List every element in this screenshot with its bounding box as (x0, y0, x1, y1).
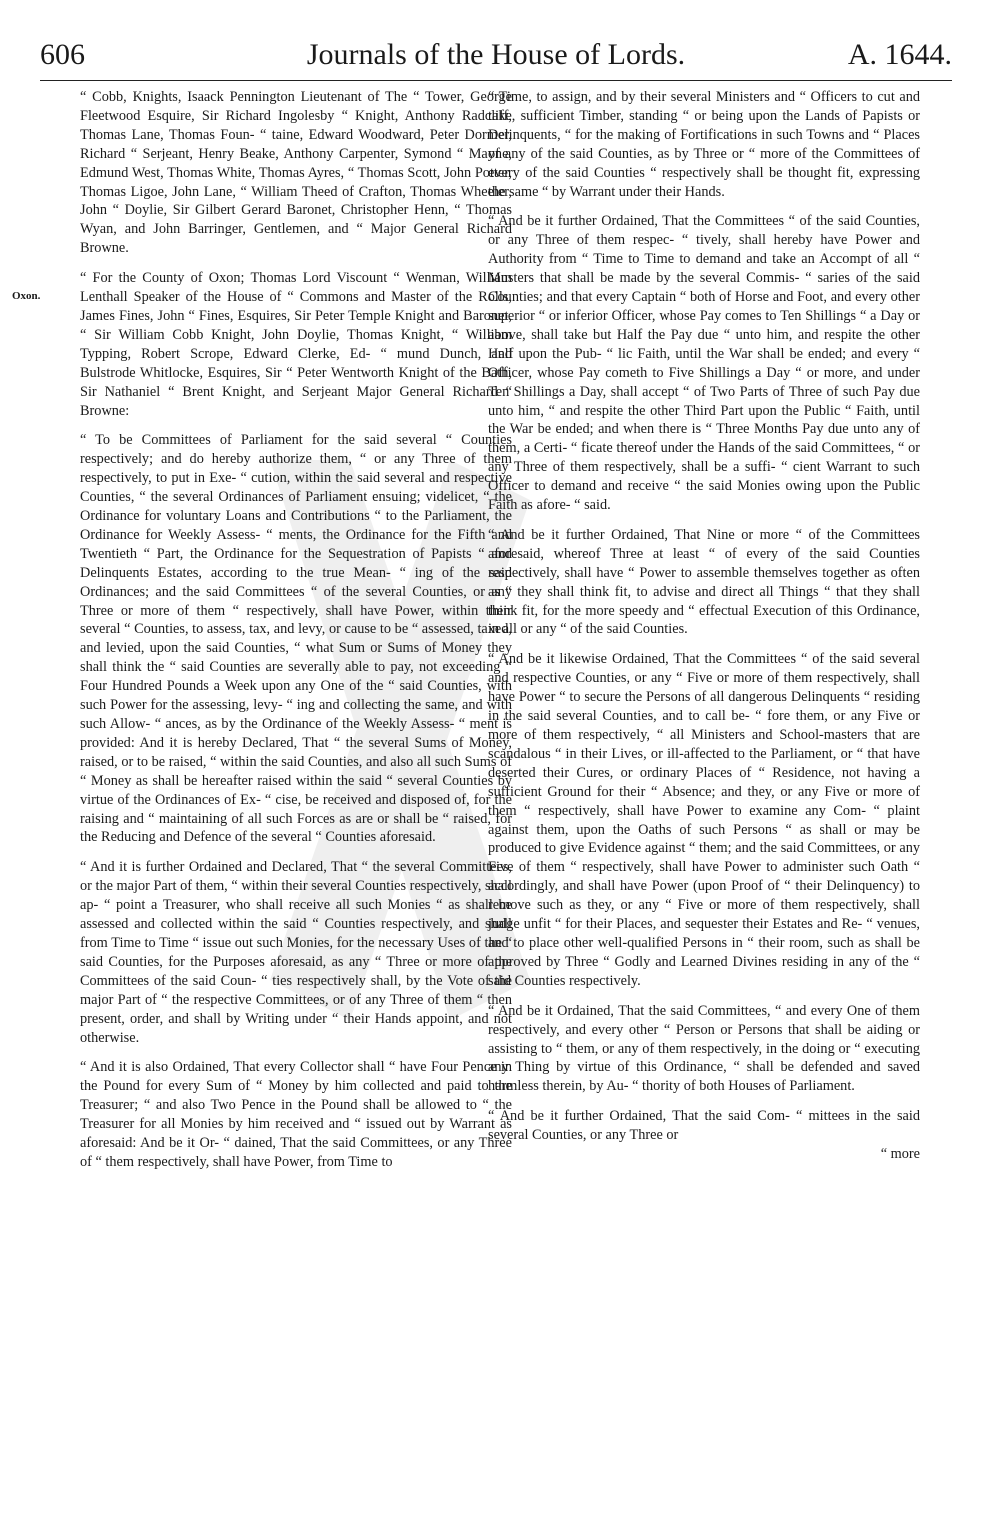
paragraph: “ And be it likewise Ordained, That the Committees “ of the said several and respective Counties, or any “ Five or more of them respectively, shall have Power “ to secure the Persons of all dangerous Delinquents “ residing in the said several Counties, and to call be- “ fore them, or any Five or more of them respectively, “ all Ministers and School-masters that are scandalous “ in their Lives, or ill-affected to the Parliament, or “ that have deserted their Cures, or ordinary Places of “ Residence, not having a sufficient Ground for their “ Absence; and they, or any Five or more of them “ respectively, shall have Power to examine any Com- “ plaint against them, upon the Oaths of such Persons “ as shall or may be produced to give Evidence against “ them; and the said Committees, or any Five of them “ respectively, shall have Power to administer such Oath “ accordingly, and shall have Power (upon Proof of “ their Delinquency) to remove such as they, or any “ Five or more of them respectively, shall judge unfit “ for their Places, and sequester their Estates and Re- “ venues, and to place other well-qualified Persons in “ their room, such as shall be approved by Three “ Godly and Learned Divines residing in any of the “ said Counties respectively. (488, 651, 920, 989)
header-rule (40, 80, 952, 81)
paragraph: “ To be Committees of Parliament for the said several “ Counties respectively; and do hereby authorize them, “ or any Three of them respectively, to put in Exe- “ cution, within the said several and respective Counties, “ the several Ordinances of Parliament ensuing; videlicet, “ the Ordinance for voluntary Loans and Contributions “ to the Parliament, the Ordinance for Weekly Assess- “ ments, the Ordinance for the Fifth and Twentieth “ Part, the Ordinance for the Sequestration of Papists “ and Delinquents Estates, according to the true Mean- “ ing of the said Ordinances; and the said Committees “ of the several Counties, or any Three or more of them “ respectively, shall have Power, within their several “ Counties, to assess, tax, and levy, or cause to be “ assessed, taxed, and levied, upon the said Counties, “ what Sum or Sums of Money they shall think the “ said Counties are severally able to pay, not exceeding “ Four Hundred Pounds a Week upon any One of the “ said Counties, with such Power for the assessing, levy- “ ing and collecting the same, and with such Allow- “ ances, as by the Ordinance of the Weekly Assess- “ ment is provided: And it is hereby Declared, That “ the several Sums of Money, raised, or to be raised, “ within the said Counties, and also all such Sums of “ Money as shall be hereafter raised within the said “ several Counties by virtue of the Ordinances of Ex- “ cise, be received and disposed of, for the raising and “ maintaining of all such Forces as are or shall be “ raised, for the Reducing and Defence of the several “ Counties aforesaid. (80, 432, 512, 846)
paragraph: “ And be it further Ordained, That the Committees “ of the said Counties, or any Three of them respec- “ tively, shall hereby have Power and Authority from “ Time to Time to demand and take an Accompt of all “ Musters that shall be made by the several Commis- “ saries of the said Counties; and that every Captain “ both of Horse and Foot, and every other superior “ or inferior Officer, whose Pay comes to Ten Shillings “ a Day or above, shall take but Half the Pay due “ unto him, and respite the other Half upon the Pub- “ lic Faith, until the War shall be ended; and every “ Officer, whose Pay cometh to Five Shillings a Day “ or more, and under Ten Shillings a Day, shall accept “ of Two Parts of Three of such Pay due unto him, “ and respite the other Third Part upon the Public “ Faith, until the War be ended; and when there is “ Three Months Pay due unto any of them, a Certi- “ ficate thereof under the Hands of the said Committees, “ or any Three of them respectively, shall be a suffi- “ cient Warrant to such Officer to demand and receive “ the said Monies owing upon the Public Faith as afore- “ said. (488, 213, 920, 514)
margin-note: Oxon. (12, 290, 41, 302)
paragraph: “ And be it further Ordained, That Nine or more “ of the Committees aforesaid, whereof Three at least “ of every of the said Counties respectively, shall have “ Power to assemble themselves together as often as “ they shall think fit, to advise and direct all Things “ that they shall think fit, for the more speedy and “ effectual Execution of this Ordinance, in all or any “ of the said Counties. (488, 526, 920, 638)
right-column (488, 88, 920, 1164)
paragraph: “ And be it Ordained, That the said Committees, “ and every One of them respectively, and every other “ Person or Persons that shall be aiding or assisting to “ them, or any of them respectively, in the doing or “ executing any Thing by virtue of this Ordinance, “ shall be defended and saved harmless therein, by Au- “ thority of both Houses of Parliament. (488, 1002, 920, 1095)
journal-year: A. 1644. (847, 38, 952, 71)
journal-title: Journals of the House of Lords. (306, 38, 686, 71)
catchword: “ more (880, 1146, 920, 1163)
paragraph: “ And it is also Ordained, That every Collector shall “ have Four Pence in the Pound for every Sum of “ Money by him collected and paid to the Treasurer; “ and also Two Pence in the Pound shall be allowed to “ the Treasurer for all Monies by him received and “ issued out by Warrant as aforesaid: And be it Or- “ dained, That the said Committees, or any Three of “ them respectively, shall have Power, from Time to (80, 1059, 512, 1170)
page-header (40, 38, 952, 78)
paragraph: “ And be it further Ordained, That the said Com- “ mittees in the said several Counties, or any Three or (488, 1108, 920, 1144)
page-number: 606 (40, 38, 85, 71)
paragraph: “ For the County of Oxon; Thomas Lord Viscount “ Wenman, William Lenthall Speaker of the House of “ Commons and Master of the Rolls, James Fines, John “ Fines, Esquires, Sir Peter Temple Knight and Baronet, “ Sir William Cobb Knight, John Doylie, Thomas Knight, “ William Typping, Robert Scrope, Edward Clerke, Ed- “ mund Dunch, and Bulstrode Whitlocke, Esquires, Sir “ Peter Wentworth Knight of the Bath, Sir Nathaniel “ Brent Knight, and Serjeant Major General Richard “ Browne: (80, 270, 512, 419)
paragraph: “ Time, to assign, and by their several Ministers and “ Officers to cut and take, sufficient Timber, standing “ or being upon the Lands of Papists or Delinquents, “ for the making of Fortifications in such Towns and “ Places of any of the said Counties, as by Three or “ more of the Committees of every of the said Counties “ respectively shall be thought fit, expressing the same “ by Warrant under their Hands. (488, 89, 920, 200)
left-column (80, 88, 512, 1172)
paragraph: “ And it is further Ordained and Declared, That “ the several Committees, or the major Part of them, “ within their several Counties respectively, shall ap- “ point a Treasurer, who shall receive all such Monies “ as shall be assessed and collected within the said “ Counties respectively, and shall from Time to Time “ issue out such Monies, for the necessary Uses of the “ said Counties, for the Purposes aforesaid, as any “ Three or more of the Committees of the said Coun- “ ties respectively shall, by the Vote of the major Part of “ the respective Committees, or of any Three of them “ then present, order, and shall by Writing under “ their Hands appoint, and not otherwise. (80, 859, 512, 1046)
paragraph: “ Cobb, Knights, Isaack Pennington Lieutenant of The “ Tower, George Fleetwood Esquire, Sir Richard Ingolesby “ Knight, Anthony Radcliff, Thomas Lane, Thomas Foun- “ taine, Edward Woodward, Peter Dormer, Richard “ Serjeant, Henry Beake, Anthony Carpenter, Symond “ Mayne, Edmund West, Thomas White, Thomas Ayres, “ Thomas Scott, John Potter, Thomas Ligoe, John Lane, “ William Theed of Crafton, Thomas Wheeler, John “ Doylie, Sir Gilbert Gerard Baronet, Christopher Henn, “ Thomas Wyan, and John Barringer, Gentlemen, and “ Major General Richard Browne. (80, 89, 512, 257)
